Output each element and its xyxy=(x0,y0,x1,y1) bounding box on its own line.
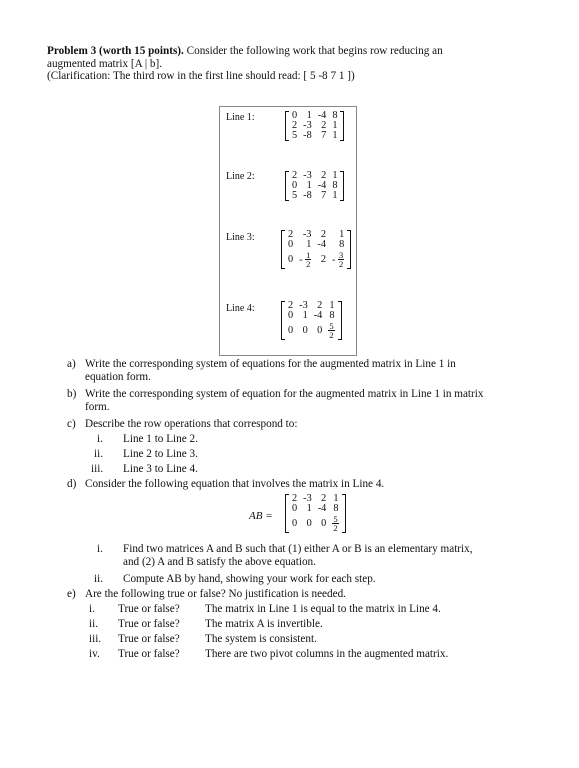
matrix-cell-fraction xyxy=(329,250,347,269)
matrix-cell: 0 xyxy=(288,310,294,321)
question-marker: a) xyxy=(67,358,76,370)
question-a xyxy=(67,358,547,384)
matrix-cell: 2 xyxy=(321,170,327,181)
matrix-cell: 1 xyxy=(329,300,335,311)
matrix-cell: 8 xyxy=(339,239,345,250)
matrix-cell: 1 xyxy=(332,130,338,141)
question-c-item-1 xyxy=(97,433,198,446)
matrix-cell: 0 xyxy=(288,239,294,250)
question-text: Are the following true or false? No justification is needed. xyxy=(85,588,346,600)
question-text: Consider the following equation that involves the matrix in Line 4. xyxy=(85,478,385,490)
matrix-cell: -3 xyxy=(302,229,312,240)
line-label-1: Line 1: xyxy=(226,112,255,123)
true-false-prompt: True or false? xyxy=(118,633,180,645)
item-text: Line 3 to Line 4. xyxy=(123,463,198,475)
question-e-item-1 xyxy=(89,603,549,616)
item-marker: ii. xyxy=(94,448,104,460)
matrix-cell: 1 xyxy=(306,180,312,191)
question-text: Write the corresponding system of equation for the augmented matrix in Line 1 in matrix xyxy=(85,388,484,400)
line-label-3: Line 3: xyxy=(226,232,255,243)
matrix-cell: -3 xyxy=(303,120,312,131)
item-text: There are two pivot columns in the augmented matrix. xyxy=(205,648,449,660)
fraction-denominator: 2 xyxy=(333,523,338,533)
matrix-cell: 1 xyxy=(339,229,345,240)
matrix-cell: -4 xyxy=(313,310,323,321)
problem-intro xyxy=(47,45,547,83)
item-marker: i. xyxy=(97,433,103,445)
minus-sign: - xyxy=(299,253,303,265)
matrix-cell: 7 xyxy=(321,190,327,201)
matrix-cell: -4 xyxy=(317,239,326,250)
question-text: form. xyxy=(85,401,110,414)
matrix-cell: 2 xyxy=(288,229,294,240)
matrix-cell: 1 xyxy=(306,110,312,121)
line-label-4: Line 4: xyxy=(226,303,255,314)
matrix-cell: 0 xyxy=(317,324,323,336)
question-b xyxy=(67,388,547,414)
fraction-numerator: 5 xyxy=(333,513,338,524)
matrix-cell: 2 xyxy=(320,253,326,265)
item-text: Line 1 to Line 2. xyxy=(123,433,198,445)
matrix-cell: 2 xyxy=(320,229,326,240)
item-marker: iii. xyxy=(89,633,102,645)
item-marker: ii. xyxy=(94,573,104,585)
matrix-cell: 2 xyxy=(321,120,327,131)
matrix-cell: -8 xyxy=(303,190,312,201)
matrix-line-2 xyxy=(285,171,344,201)
matrix-cell: 2 xyxy=(317,300,323,311)
matrix-cell: -3 xyxy=(303,493,312,504)
question-marker: b) xyxy=(67,388,77,400)
true-false-prompt: True or false? xyxy=(118,603,180,615)
matrix-cell: -8 xyxy=(303,130,312,141)
matrix-cell: -4 xyxy=(317,110,327,121)
row-reduction-figure xyxy=(219,106,357,356)
question-c-item-2 xyxy=(94,448,198,461)
matrix-cell: 1 xyxy=(332,170,338,181)
matrix-cell: 0 xyxy=(306,517,312,529)
fraction-denominator: 2 xyxy=(339,259,344,269)
question-text: Write the corresponding system of equations for the augmented matrix in Line 1 in xyxy=(85,358,456,370)
question-text: Describe the row operations that correspond to: xyxy=(85,418,298,430)
ab-matrix xyxy=(285,494,346,533)
fraction-numerator: 5 xyxy=(329,320,334,331)
question-d-item-1 xyxy=(97,543,547,569)
question-d xyxy=(67,478,547,491)
matrix-cell: -4 xyxy=(317,503,327,514)
matrix-cell: 0 xyxy=(288,253,294,265)
item-text: Line 2 to Line 3. xyxy=(123,448,198,460)
matrix-cell: 5 xyxy=(292,130,298,141)
item-text: The matrix A is invertible. xyxy=(205,618,323,630)
matrix-cell: 0 xyxy=(288,324,294,336)
matrix-cell: -3 xyxy=(303,170,312,181)
item-marker: i. xyxy=(89,603,95,615)
question-c-item-3 xyxy=(91,463,198,476)
question-e xyxy=(67,588,547,601)
line-label-2: Line 2: xyxy=(226,171,255,182)
true-false-prompt: True or false? xyxy=(118,648,180,660)
matrix-cell: 1 xyxy=(306,503,312,514)
matrix-cell: 2 xyxy=(292,120,298,131)
item-text: and (2) A and B satisfy the above equation. xyxy=(123,556,316,569)
matrix-cell: 8 xyxy=(333,503,339,514)
matrix-cell: 2 xyxy=(288,300,294,311)
question-d-item-2 xyxy=(94,573,544,586)
matrix-cell: 8 xyxy=(332,180,338,191)
matrix-line-1 xyxy=(285,111,344,141)
question-marker: d) xyxy=(67,478,77,490)
item-marker: ii. xyxy=(89,618,99,630)
question-e-item-3 xyxy=(89,633,549,646)
matrix-cell: 0 xyxy=(292,110,298,121)
matrix-cell-fraction xyxy=(325,321,337,340)
matrix-cell: 0 xyxy=(302,324,308,336)
matrix-cell: 2 xyxy=(292,493,298,504)
item-marker: i. xyxy=(97,543,103,555)
item-marker: iv. xyxy=(89,648,100,660)
fraction-denominator: 2 xyxy=(306,259,311,269)
matrix-line-3 xyxy=(281,230,351,269)
matrix-cell: 2 xyxy=(292,170,298,181)
true-false-prompt: True or false? xyxy=(118,618,180,630)
matrix-cell: 0 xyxy=(292,503,298,514)
item-text: Compute AB by hand, showing your work for each step. xyxy=(123,573,376,585)
question-text: equation form. xyxy=(85,371,151,384)
matrix-cell: -4 xyxy=(317,180,327,191)
matrix-cell: -3 xyxy=(299,300,308,311)
matrix-cell: 1 xyxy=(332,120,338,131)
item-text: Find two matrices A and B such that (1) either A or B is an elementary matrix, xyxy=(123,543,473,555)
matrix-cell: 0 xyxy=(292,180,298,191)
item-text: The system is consistent. xyxy=(205,633,317,645)
matrix-cell: 1 xyxy=(333,493,339,504)
question-e-item-4 xyxy=(89,648,549,661)
problem-title-rest: Consider the following work that begins row reducing an xyxy=(183,45,443,57)
problem-intro-line2: augmented matrix [A | b]. xyxy=(47,57,163,70)
fraction-numerator: 3 xyxy=(339,249,344,260)
item-text: The matrix in Line 1 is equal to the matrix in Line 4. xyxy=(205,603,441,615)
matrix-cell: 0 xyxy=(292,517,298,529)
problem-clarification: (Clarification: The third row in the first line should read: [ 5 -8 7 1 ]) xyxy=(47,70,355,83)
matrix-cell: 2 xyxy=(321,493,327,504)
matrix-cell: 8 xyxy=(332,110,338,121)
question-marker: c) xyxy=(67,418,76,430)
item-marker: iii. xyxy=(91,463,104,475)
ab-equation-label: AB = xyxy=(249,510,273,522)
matrix-cell: 0 xyxy=(321,517,327,529)
matrix-cell: 1 xyxy=(302,310,308,321)
matrix-cell: 5 xyxy=(292,190,298,201)
fraction-numerator: 1 xyxy=(306,249,311,260)
minus-sign: - xyxy=(332,253,336,265)
fraction-denominator: 2 xyxy=(329,330,334,340)
matrix-cell: 7 xyxy=(321,130,327,141)
problem-title xyxy=(47,45,547,58)
matrix-cell: 1 xyxy=(332,190,338,201)
question-c xyxy=(67,418,547,431)
question-marker: e) xyxy=(67,588,76,600)
matrix-cell: 8 xyxy=(329,310,335,321)
matrix-line-4 xyxy=(281,301,342,340)
matrix-cell-fraction xyxy=(296,250,314,269)
problem-title-bold: Problem 3 (worth 15 points). xyxy=(47,45,184,57)
question-e-item-2 xyxy=(89,618,549,631)
matrix-cell: 1 xyxy=(306,239,312,250)
matrix-cell-fraction xyxy=(329,514,341,533)
